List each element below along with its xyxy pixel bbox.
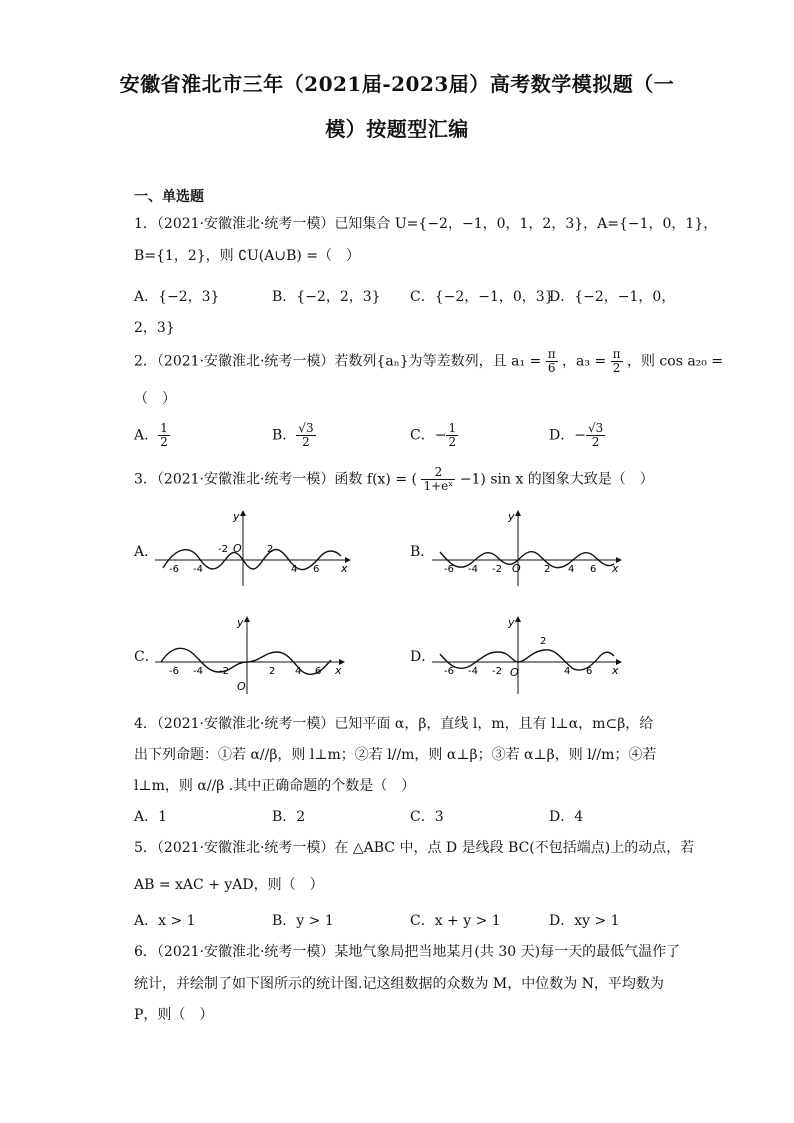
tick-label: -6 [444,564,454,575]
curve [161,648,331,674]
q3-graph-a [155,508,355,588]
q2-frac-a3 [611,348,623,375]
y-label: y [233,510,240,523]
q2-suffix: ，则 cos a₂₀ = [626,353,724,370]
q2-paren: （ ） [134,391,176,407]
q6-stem-line1: 6．（2021·安徽淮北·统考一模）某地气象局把当地某月(共 30 天)每一天的最低气温作了 [134,944,681,960]
tick-label: -4 [468,564,478,575]
q1-option-b: B．{−2，2，3} [272,289,381,305]
y-label: y [508,510,515,523]
q2-mid: ，a₃ = [562,353,607,370]
q4-stem-line3: l⊥m，则 α//β .其中正确命题的个数是（ ） [134,778,416,794]
tick-label: 4 [568,564,575,575]
tick-label: 6 [586,666,593,677]
origin-label: O [512,562,521,575]
q4-stem-line2: 出下列命题：①若 α//β，则 l⊥m；②若 l//m，则 α⊥β；③若 α⊥β，则 l//m；④若 [134,747,657,763]
q3-stem [134,466,654,493]
tick-label: 6 [313,564,320,575]
y-axis-arrow [240,510,246,516]
q2-f2-den: 2 [612,361,621,375]
q2-option-a [134,422,170,449]
q2-c-num: 1 [448,421,457,435]
y-axis-arrow [515,616,521,622]
y-label: y [237,616,244,629]
q3-graph-d [432,614,632,696]
q3-option-a-label: A． [134,544,159,560]
q2-c-den: 2 [448,435,457,449]
tick-label: -4 [193,666,203,677]
q4-option-b: B．2 [272,809,306,825]
tick-label: 4 [564,666,571,677]
q1-stem-line1: 1．（2021·安徽淮北·统考一模）已知集合 U={−2，−1，0，1，2，3}，A={−1，0，1}， [134,216,718,232]
q5-option-b: B．y > 1 [272,913,334,929]
q4-option-c: C．3 [410,809,444,825]
tick-label: 4 [295,666,302,677]
tick-label: 2 [269,666,276,677]
q3-suffix: −1) sin x 的图象大致是（ ） [459,471,654,488]
tick-label: 6 [590,564,597,575]
q2-b-num: √3 [298,421,314,435]
q3-f-den: 1+eˣ [423,479,454,493]
q3-prefix: 3．（2021·安徽淮北·统考一模）函数 f(x) = ( [134,471,417,488]
q3-option-b-label: B． [410,544,435,560]
y-axis-arrow [244,616,250,622]
q3-f-num: 2 [421,466,455,480]
doc-title-line2: 模）按题型汇编 [325,117,469,141]
q5-option-d: D．xy > 1 [549,913,620,929]
q4-option-a: A．1 [134,809,168,825]
q2-d-den: 2 [591,435,600,449]
tick-label: 4 [291,564,298,575]
q2-b-label: B． [272,427,297,444]
q2-option-c [410,422,458,449]
q5-option-a: A．x > 1 [134,913,196,929]
q2-c-label: C．− [410,427,447,444]
tick-label: -4 [468,666,478,677]
q2-a-den: 2 [160,435,168,449]
origin-label: O [237,680,246,693]
q3-option-c-label: C． [134,649,159,665]
q4-option-d: D．4 [549,809,584,825]
tick-label: -6 [444,666,454,677]
q4-stem-line1: 4．（2021·安徽淮北·统考一模）已知平面 α，β，直线 l，m，且有 l⊥α，m⊂β，给 [134,716,654,732]
q3-frac [421,466,455,493]
tick-label: 2 [267,544,274,555]
q2-f2-num: π [612,347,621,361]
tick-label: 2 [540,636,547,647]
x-label: x [335,664,342,677]
tick-label: -2 [218,544,228,555]
q6-stem-line3: P，则（ ） [134,1007,214,1023]
x-label: x [612,664,619,677]
q5-stem-line2: AB = xAC + yAD，则（ ） [134,877,324,893]
q2-frac-a1 [546,348,558,375]
q1-stem-line2: B={1，2}，则 ∁U(A∪B) =（ ） [134,248,361,264]
q1-option-d: D．{−2，−1，0， [549,289,676,305]
tick-label: -6 [169,564,179,575]
q5-option-c: C．x + y > 1 [410,913,501,929]
tick-label: 2 [544,564,551,575]
tick-label: 6 [315,666,322,677]
q2-option-d [549,422,605,449]
q2-a-label: A． [134,427,159,444]
q2-d-label: D．− [549,427,586,444]
tick-label: -2 [492,666,502,677]
section-heading: 一、单选题 [134,189,204,205]
q2-stem [134,348,723,375]
y-label: y [508,616,515,629]
q5-stem-line1: 5．（2021·安徽淮北·统考一模）在 △ABC 中，点 D 是线段 BC(不包括端点)上的动点，若 [134,840,695,856]
q3-option-d-label: D． [410,649,436,665]
doc-title-line1: 安徽省淮北市三年（2021届-2023届）高考数学模拟题（一 [119,72,675,96]
q2-a-num: 1 [160,421,168,435]
tick-label: -6 [169,666,179,677]
q2-d-num: √3 [587,421,604,435]
y-axis-arrow [515,510,521,516]
q3-graph-c [155,614,355,696]
q2-b-den: 2 [302,435,310,449]
q2-option-b [272,422,316,449]
q6-stem-line2: 统计，并绘制了如下图所示的统计图.记这组数据的众数为 M，中位数为 N，平均数为 [134,976,664,992]
tick-label: -2 [492,564,502,575]
tick-label: -2 [219,666,229,677]
x-label: x [341,562,348,575]
q1-option-d-cont: 2，3} [134,320,175,336]
q2-f1-num: π [547,347,556,361]
q2-prefix: 2．（2021·安徽淮北·统考一模）若数列{aₙ}为等差数列，且 a₁ = [134,353,542,370]
q1-option-a: A．{−2，3} [134,289,220,305]
origin-label: O [510,666,519,679]
x-label: x [612,562,619,575]
q3-graph-b [432,508,632,588]
origin-label: O [233,542,242,555]
tick-label: -4 [193,564,203,575]
q2-f1-den: 6 [547,361,556,375]
q1-option-c: C．{−2，−1，0，3} [410,289,554,305]
